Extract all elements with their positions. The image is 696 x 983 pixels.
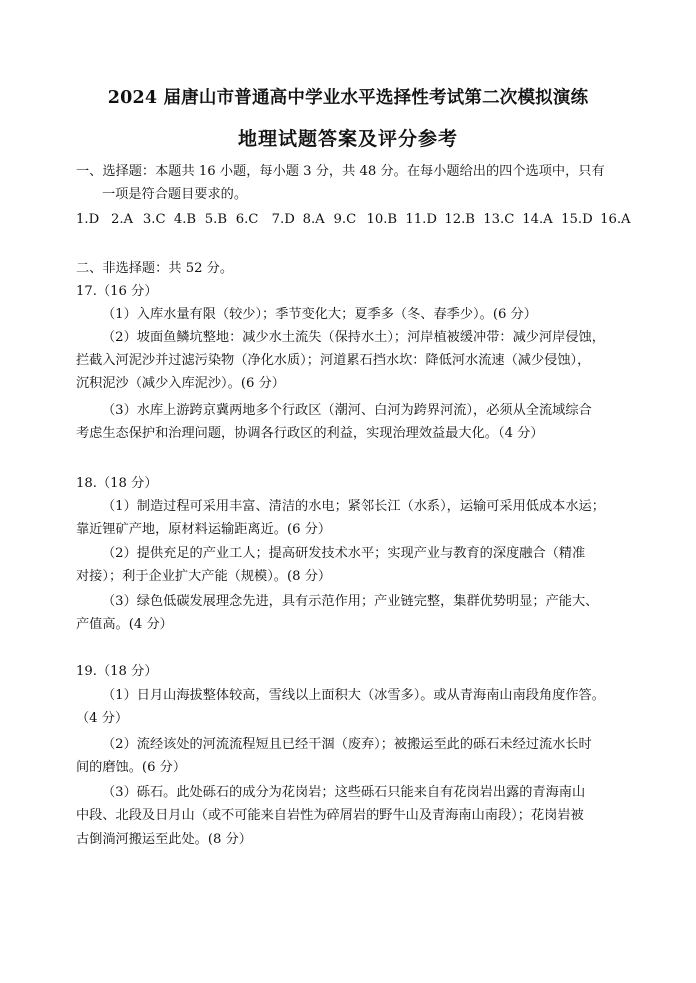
q19-part1-line2: （4 分） [76, 711, 129, 726]
q18-part2-line1: （2）提供充足的产业工人；提高研发技术水平；实现产业与教育的深度融合（精准 [102, 546, 586, 561]
answer-item: 16.A [600, 212, 631, 227]
answer-item: 12.B [444, 212, 475, 227]
answer-item: 13.C [483, 212, 515, 227]
q17-part3-line2: 考虑生态保护和治理问题，协调各行政区的利益，实现治理效益最大化。（4 分） [76, 426, 544, 441]
answer-item: 15.D [561, 212, 593, 227]
page-title: 2024 届唐山市普通高中学业水平选择性考试第二次模拟演练 [107, 88, 589, 108]
q18-part1-line1: （1）制造过程可采用丰富、清洁的水电；紧邻长江（水系），运输可采用低成本水运； [102, 499, 605, 514]
answer-item: 14.A [522, 212, 553, 227]
q17-part2-line1: （2）坡面鱼鳞坑整地：减少水土流失（保持水土）；河岸植被缓冲带：减少河岸侵蚀， [102, 330, 605, 345]
q18-part2-line2: 对接）；利于企业扩大产能（规模）。(8 分） [76, 569, 332, 584]
section1-intro-line2: 一项是符合题目要求的。 [102, 187, 248, 202]
q17-part3-line1: （3）水库上游跨京冀两地多个行政区（潮河、白河为跨界河流），必须从全流域综合 [102, 403, 592, 418]
q17-part1: （1）入库水量有限（较少）；季节变化大；夏季多（冬、春季少）。(6 分） [102, 307, 537, 322]
answer-item: 9.C [333, 212, 357, 227]
q19-header: 19.（18 分） [76, 664, 158, 679]
q18-part3-line1: （3）绿色低碳发展理念先进，具有示范作用；产业链完整，集群优势明显；产能大、 [102, 594, 599, 609]
answer-item: 7.D [271, 212, 295, 227]
q17-part2-line2: 拦截入河泥沙并过滤污染物（净化水质）；河道累石挡水坎：降低河水流速（减少侵蚀）， [76, 353, 591, 368]
page-subtitle: 地理试题答案及评分参考 [237, 128, 458, 150]
q17-part2-line3: 沉积泥沙（减少入库泥沙）。(6 分） [76, 376, 285, 391]
answer-item: 4.B [173, 212, 197, 227]
answer-item: 8.A [302, 212, 325, 227]
answer-item: 10.B [366, 212, 398, 227]
q19-part3-line2: 中段、北段及日月山（或不可能来自岩性为碎屑岩的野牛山及青海南山南段）；花岗岩被 [76, 808, 584, 823]
answer-item: 3.C [142, 212, 166, 227]
q19-part3-line3: 古倒淌河搬运至此处。(8 分） [76, 832, 252, 847]
section1-intro-line1: 一、选择题：本题共 16 小题，每小题 3 分，共 48 分。在每小题给出的四个选项中，只有 [76, 164, 605, 179]
q18-header: 18.（18 分） [76, 476, 158, 491]
answer-item: 5.B [204, 212, 228, 227]
answer-item: 2.A [110, 212, 134, 227]
q17-header: 17.（16 分） [76, 284, 158, 299]
q18-part1-line2: 靠近锂矿产地，原材料运输距离近。(6 分） [76, 522, 332, 537]
answer-list [76, 210, 636, 230]
section2-heading: 二、非选择题：共 52 分。 [76, 261, 234, 276]
q19-part3-line1: （3）砾石。此处砾石的成分为花岗岩；这些砾石只能来自有花岗岩出露的青海南山 [102, 785, 586, 800]
answer-item: 1.D [76, 212, 100, 227]
answer-item: 6.C [235, 212, 259, 227]
q19-part1-line1: （1）日月山海拔整体较高，雪线以上面积大（冰雪多）。或从青海南山南段角度作答。 [102, 688, 605, 703]
q19-part2-line2: 间的磨蚀。(6 分） [76, 760, 187, 775]
q18-part3-line2: 产值高。(4 分） [76, 617, 173, 632]
q19-part2-line1: （2）流经该处的河流流程短且已经干涸（废弃）；被搬运至此的砾石未经过流水长时 [102, 737, 592, 752]
answer-item: 11.D [405, 212, 437, 227]
